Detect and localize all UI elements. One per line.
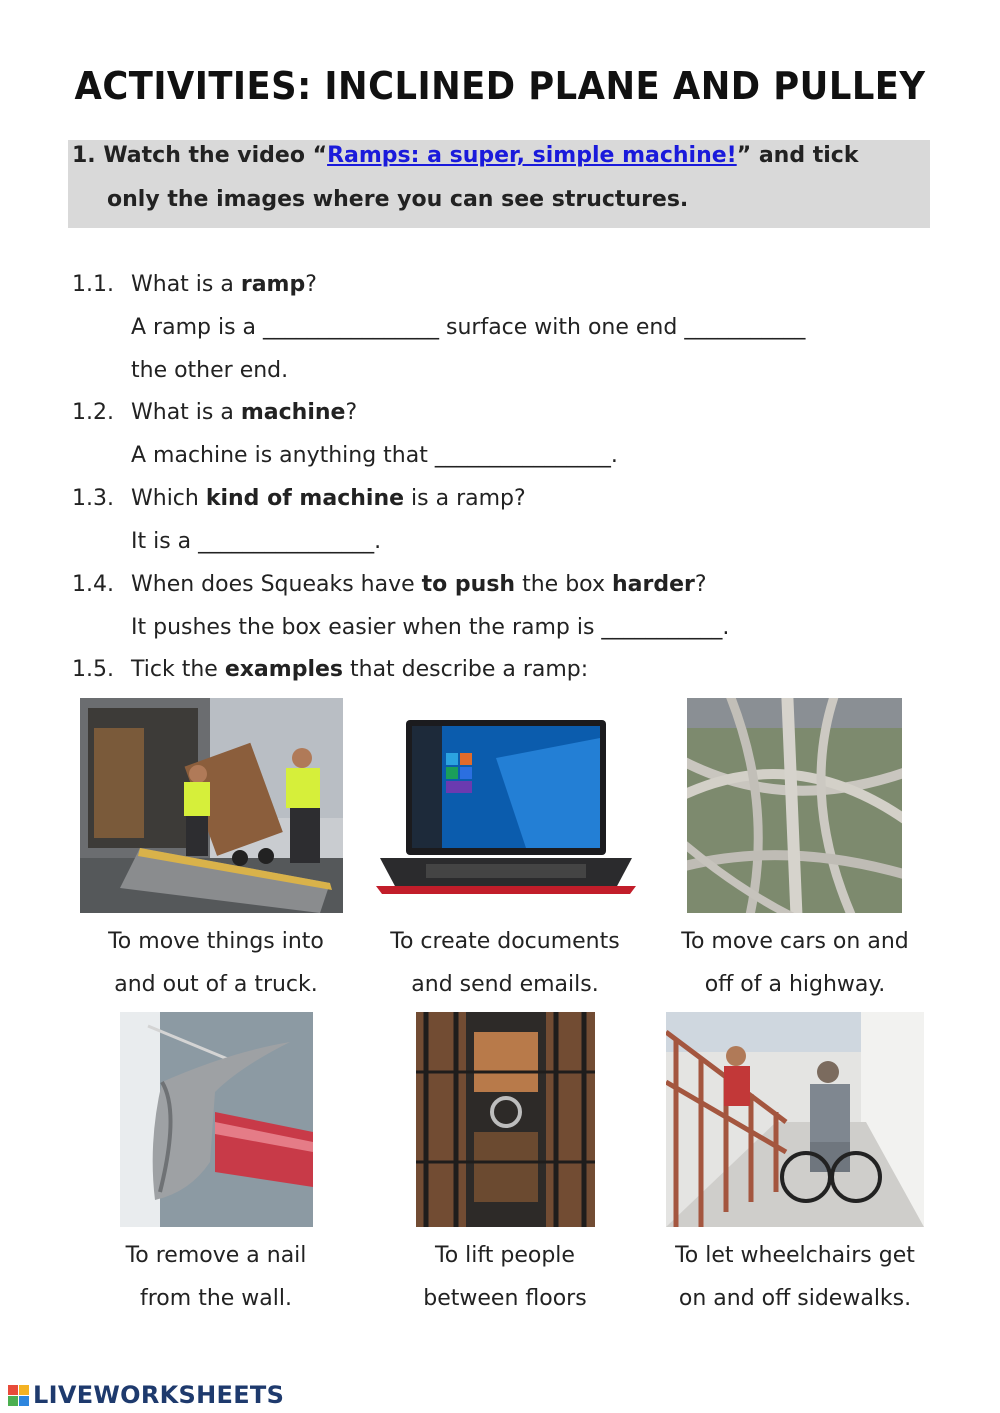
page-title: ACTIVITIES: INCLINED PLANE AND PULLEY: [74, 64, 926, 108]
highway-interchange-photo[interactable]: [687, 698, 902, 913]
question-number: 1.3.: [72, 486, 114, 511]
question-number: 1.2.: [72, 400, 114, 425]
answer-line[interactable]: It is a ________________.: [131, 529, 382, 554]
question-text: Tick the examples that describe a ramp:: [131, 657, 589, 682]
laptop-photo[interactable]: [376, 698, 636, 913]
brand-name: LIVEWORKSHEETS: [33, 1381, 285, 1409]
example-caption: To move things into and out of a truck.: [108, 929, 324, 997]
answer-line[interactable]: A machine is anything that ________________.: [131, 443, 618, 468]
question-text: What is a machine?: [131, 400, 358, 425]
task-instruction-line-1: [72, 143, 858, 168]
question-text: When does Squeaks have to push the box harder?: [131, 572, 707, 597]
answer-line: the other end.: [131, 358, 289, 383]
question-number: 1.4.: [72, 572, 114, 597]
task-suffix: ” and tick: [736, 143, 859, 168]
example-caption: To lift people between floors: [423, 1243, 587, 1311]
question-number: 1.1.: [72, 272, 114, 297]
claw-hammer-photo[interactable]: [120, 1012, 313, 1227]
example-caption: To create documents and send emails.: [390, 929, 620, 997]
answer-line[interactable]: A ramp is a ________________ surface with one end ___________: [131, 315, 806, 340]
video-link[interactable]: Ramps: a super, simple machine!: [327, 143, 737, 168]
liveworksheets-footer[interactable]: [8, 1381, 284, 1409]
moving-truck-ramp-photo[interactable]: [80, 698, 343, 913]
task-prefix: 1. Watch the video “: [72, 143, 328, 168]
liveworksheets-logo-icon: [8, 1383, 30, 1407]
example-caption: To let wheelchairs get on and off sidewalks.: [675, 1243, 915, 1311]
elevator-photo[interactable]: [416, 1012, 595, 1227]
question-text: What is a ramp?: [131, 272, 317, 297]
answer-line[interactable]: It pushes the box easier when the ramp is ___________.: [131, 615, 730, 640]
question-text: Which kind of machine is a ramp?: [131, 486, 526, 511]
wheelchair-ramp-photo[interactable]: [666, 1012, 924, 1227]
task-instruction-line-2: only the images where you can see structures.: [107, 187, 689, 212]
question-number: 1.5.: [72, 657, 114, 682]
example-caption: To remove a nail from the wall.: [125, 1243, 307, 1311]
example-caption: To move cars on and off of a highway.: [681, 929, 909, 997]
